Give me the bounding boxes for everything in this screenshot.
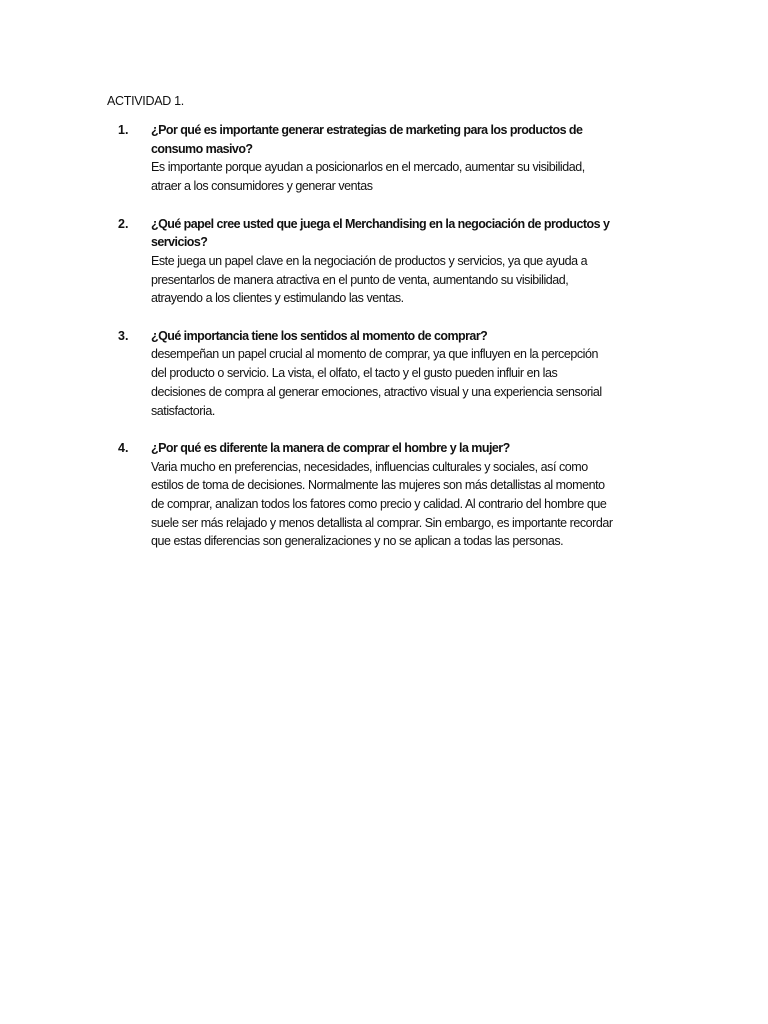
answer-text: Varia mucho en preferencias, necesidades, influencias culturales y sociales, así como bbox=[151, 459, 588, 474]
answer-text: presentarlos de manera atractiva en el punto de venta, aumentando su visibilidad, bbox=[151, 272, 569, 287]
item-number: 3. bbox=[118, 328, 129, 343]
question-text: ¿Por qué es diferente la manera de comprar el hombre y la mujer? bbox=[151, 440, 510, 455]
answer-text: que estas diferencias son generalizaciones y no se aplican a todas las personas. bbox=[151, 534, 564, 549]
answer-text: suele ser más relajado y menos detallista al comprar. Sin embargo, es importante recordar bbox=[151, 515, 613, 530]
item-body bbox=[151, 121, 718, 196]
question-item bbox=[118, 215, 718, 309]
question-text: ¿Qué importancia tiene los sentidos al momento de comprar? bbox=[151, 328, 488, 343]
answer-text: Es importante porque ayudan a posicionarlos en el mercado, aumentar su visibilidad, bbox=[151, 160, 585, 175]
item-body bbox=[151, 439, 718, 551]
answer-text: desempeñan un papel crucial al momento de comprar, ya que influyen en la percepción bbox=[151, 347, 598, 362]
answer-text: del producto o servicio. La vista, el olfato, el tacto y el gusto pueden influir en las bbox=[151, 366, 558, 381]
answer-text: decisiones de compra al generar emociones, atractivo visual y una experiencia sensorial bbox=[151, 384, 602, 399]
question-text: ¿Por qué es importante generar estrategias de marketing para los productos de bbox=[151, 123, 583, 137]
item-number: 2. bbox=[118, 216, 129, 231]
answer-text: de comprar, analizan todos los fatores como precio y calidad. Al contrario del hombre que bbox=[151, 497, 607, 512]
question-text: ¿Qué papel cree usted que juega el Merchandising en la negociación de productos y bbox=[151, 216, 610, 231]
answer-text: Este juega un papel clave en la negociación de productos y servicios, ya que ayuda a bbox=[151, 253, 588, 268]
question-list bbox=[118, 121, 718, 570]
item-number: 1. bbox=[118, 123, 129, 137]
question-item bbox=[118, 439, 718, 551]
item-number: 4. bbox=[118, 440, 129, 455]
question-text: consumo masivo? bbox=[151, 141, 253, 156]
document-title: ACTIVIDAD 1. bbox=[107, 94, 184, 108]
question-item bbox=[118, 327, 718, 421]
item-body bbox=[151, 327, 718, 421]
answer-text: satisfactoria. bbox=[151, 403, 215, 418]
question-text: servicios? bbox=[151, 235, 208, 250]
item-body bbox=[151, 215, 718, 309]
answer-text: atrayendo a los clientes y estimulando las ventas. bbox=[151, 291, 404, 306]
answer-text: estilos de toma de decisiones. Normalmente las mujeres son más detallistas al momento bbox=[151, 478, 605, 493]
question-item bbox=[118, 121, 718, 196]
answer-text: atraer a los consumidores y generar ventas bbox=[151, 179, 373, 194]
